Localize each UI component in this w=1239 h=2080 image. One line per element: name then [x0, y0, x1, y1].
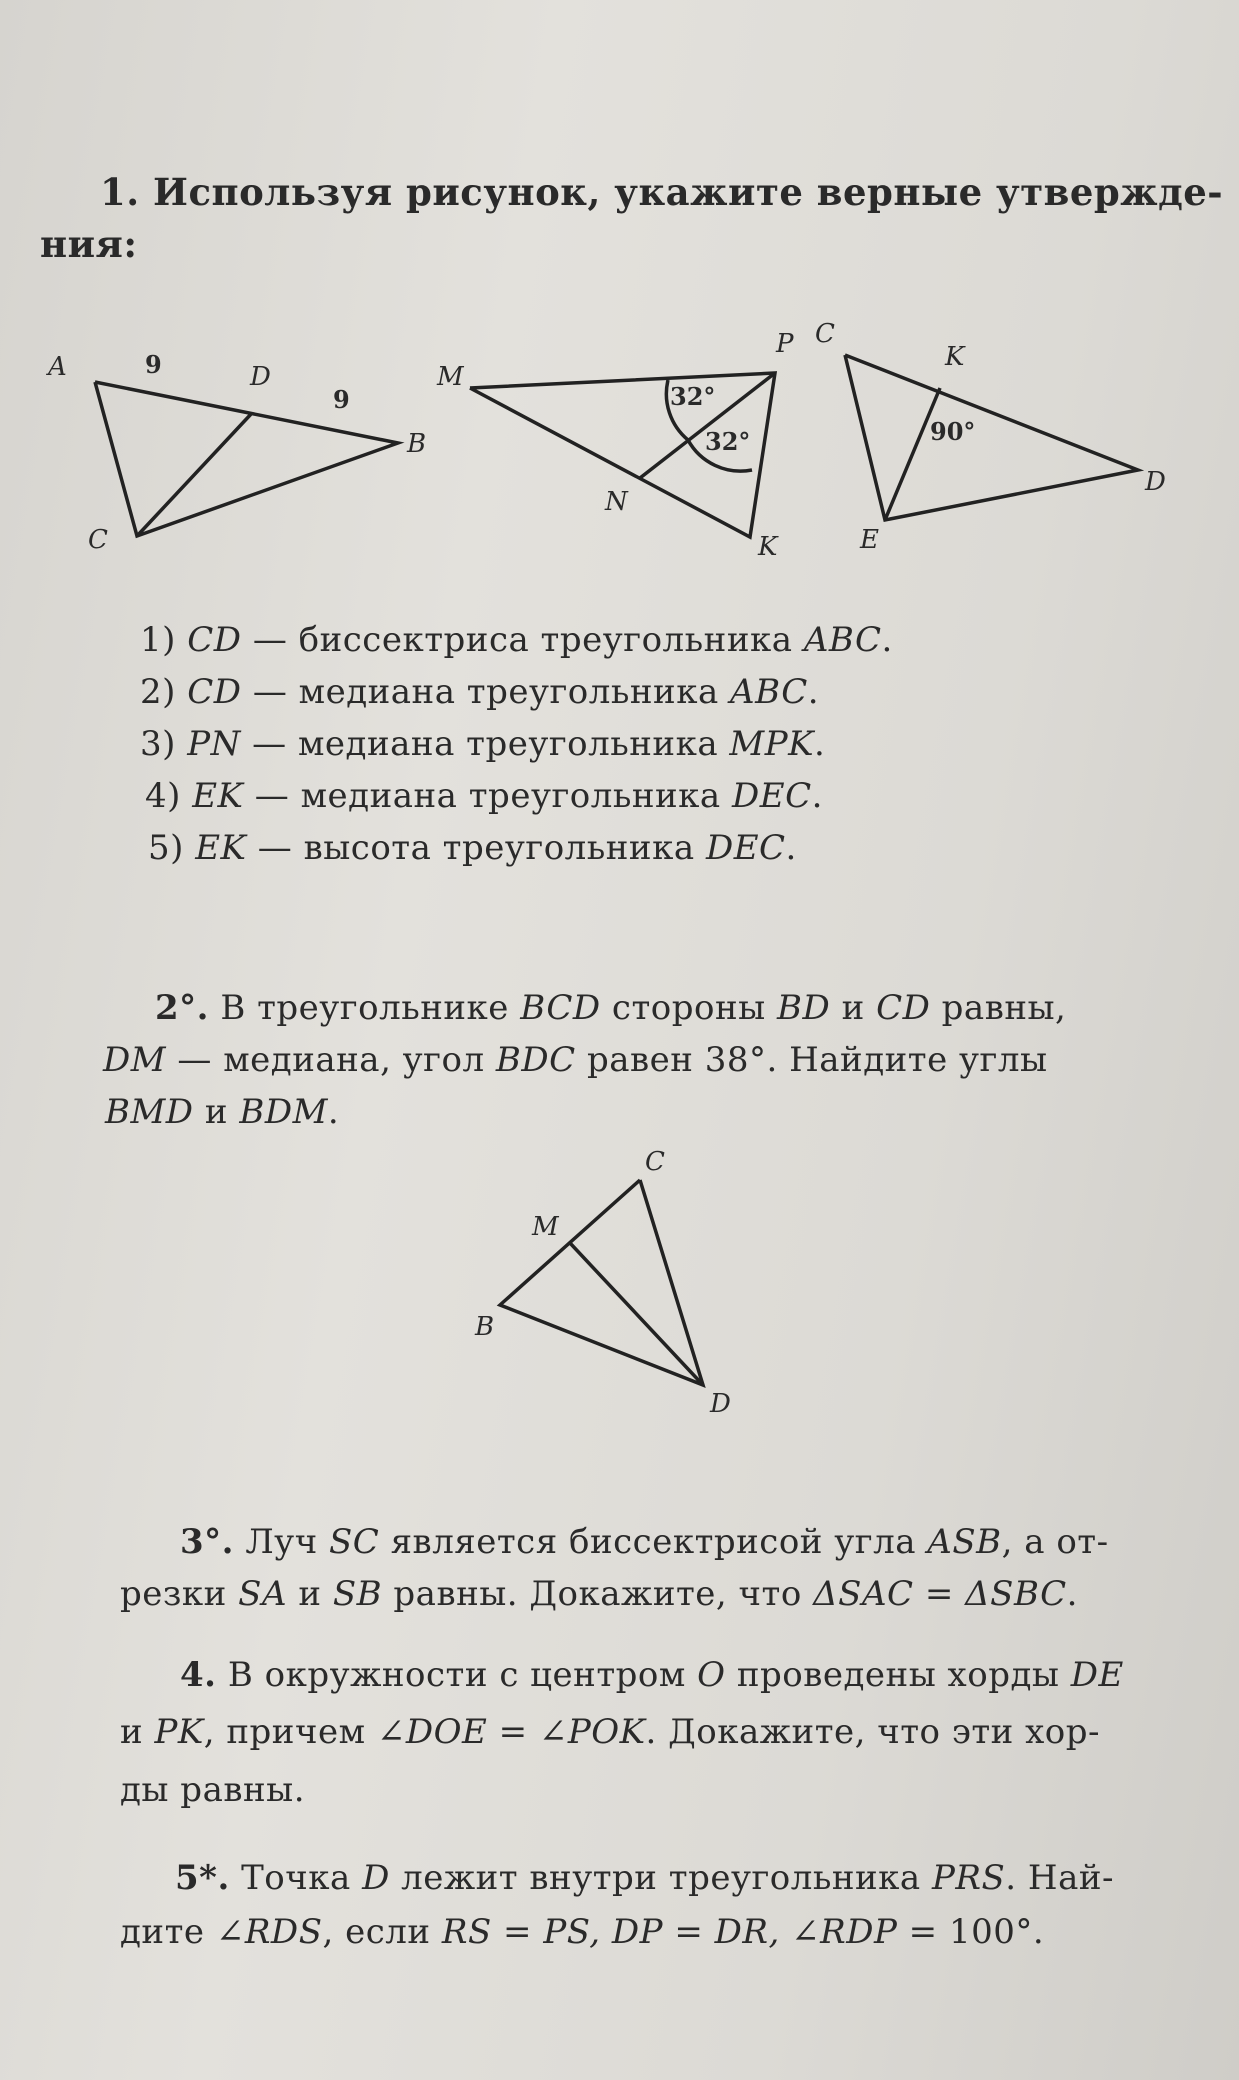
task2-text: . — [327, 1092, 340, 1132]
option-period: . — [811, 776, 823, 816]
task2-number: 2°. — [155, 988, 209, 1028]
task2-text: — медиана, угол — [177, 1040, 485, 1080]
label-c-fig4: C — [645, 1147, 665, 1177]
task5-line1 — [175, 1858, 1114, 1898]
task3-text: резки — [120, 1574, 227, 1614]
task3-text: , а от- — [1001, 1522, 1109, 1562]
task3-number: 3°. — [180, 1522, 234, 1562]
label-m-fig4: M — [532, 1212, 559, 1242]
label-k-fig3: K — [945, 342, 965, 372]
task2-triangle: BCD — [520, 988, 601, 1028]
task5-text: дите — [120, 1912, 205, 1952]
task2-text: равны, — [941, 988, 1067, 1028]
task4-text: , причем — [203, 1712, 366, 1752]
task5-text: . Най- — [1005, 1858, 1114, 1898]
task5-text: , если — [322, 1912, 431, 1952]
label-a: A — [48, 352, 67, 382]
task2-segment: DM — [103, 1040, 167, 1080]
task2-angle: BDC — [495, 1040, 576, 1080]
task5-text: лежит внутри треугольника — [401, 1858, 921, 1898]
task1-text-line1: Используя рисунок, укажите верные утвержде- — [153, 170, 1224, 214]
task3-text: Луч — [245, 1522, 318, 1562]
task2-segment: CD — [876, 988, 931, 1028]
label-b: B — [407, 429, 427, 459]
task3-ray: SC — [328, 1522, 380, 1562]
task5-number: 5*. — [175, 1858, 230, 1898]
label-d: D — [250, 362, 271, 392]
task3-text: является биссектрисой угла — [390, 1522, 916, 1562]
task1-number: 1. — [100, 170, 140, 214]
option-text: — медиана треугольника — [252, 672, 719, 712]
label-c: C — [88, 525, 108, 555]
option-triangle: DEC — [705, 828, 786, 868]
task3-line2 — [120, 1574, 1078, 1614]
label-db-length: 9 — [333, 385, 350, 414]
label-n: N — [605, 487, 628, 517]
label-ad-length: 9 — [145, 350, 162, 379]
task3-segment: SB — [332, 1574, 383, 1614]
task5-point: D — [362, 1858, 390, 1898]
angle-label-2: 32° — [705, 427, 751, 456]
label-k-fig2: K — [758, 532, 778, 562]
task2-text: В треугольнике — [220, 988, 509, 1028]
task4-number: 4. — [180, 1655, 217, 1695]
option-segment: CD — [187, 620, 242, 660]
task2-text: и — [841, 988, 865, 1028]
task5-text: = 100°. — [908, 1912, 1045, 1952]
task2-angle: BDM — [239, 1092, 328, 1132]
option-period: . — [785, 828, 797, 868]
option-number: 1) — [140, 620, 176, 660]
option-period: . — [807, 672, 820, 712]
task3-equation: ΔSAC = ΔSBC — [813, 1574, 1067, 1614]
option-text: — медиана треугольника — [252, 724, 719, 764]
task3-segment: SA — [238, 1574, 288, 1614]
option-text: — биссектриса треугольника — [252, 620, 793, 660]
task5-conditions: RS = PS, DP = DR, ∠RDP — [441, 1912, 898, 1952]
task5-triangle: PRS — [932, 1858, 1006, 1898]
task2-text: равен 38°. Найдите углы — [586, 1040, 1048, 1080]
task4-text: . Докажите, что эти хор- — [645, 1712, 1101, 1752]
task4-line1 — [180, 1655, 1124, 1695]
option-segment: CD — [187, 672, 242, 712]
segment-dm — [570, 1243, 703, 1385]
option-number: 2) — [140, 672, 176, 712]
option-text: — высота треугольника — [257, 828, 695, 868]
task2-text: и — [204, 1092, 229, 1132]
task3-text: равны. Докажите, что — [393, 1574, 802, 1614]
option-number: 4) — [145, 776, 181, 816]
option-text: — медиана треугольника — [254, 776, 721, 816]
task3-line1 — [180, 1522, 1109, 1562]
task5-angle: ∠RDS — [215, 1912, 323, 1952]
option-segment: PN — [187, 724, 241, 764]
option-triangle: DEC — [732, 776, 812, 816]
task4-text: В окружности с центром — [227, 1655, 686, 1695]
label-d-fig4: D — [710, 1389, 731, 1419]
task3-text: . — [1066, 1574, 1078, 1614]
label-p: P — [776, 329, 794, 359]
option-triangle: ABC — [730, 672, 808, 712]
option-segment: EK — [195, 828, 247, 868]
task2-segment: BD — [777, 988, 831, 1028]
label-d-fig3: D — [1145, 467, 1166, 497]
task3-text: и — [298, 1574, 322, 1614]
task4-text: и — [120, 1712, 144, 1752]
option-segment: EK — [192, 776, 244, 816]
label-b-fig4: B — [475, 1312, 495, 1342]
label-m: M — [437, 362, 464, 392]
angle-label-1: 32° — [670, 382, 716, 411]
label-e: E — [860, 525, 879, 555]
task5-text: Точка — [241, 1858, 351, 1898]
option-triangle: MPK — [729, 724, 814, 764]
task1-text-line2: ния: — [40, 222, 138, 266]
task2-angle: BMD — [105, 1092, 194, 1132]
task2-text: стороны — [611, 988, 766, 1028]
task4-line2 — [120, 1712, 1100, 1752]
task4-chord: DE — [1070, 1655, 1124, 1695]
option-period: . — [881, 620, 893, 660]
task5-line2 — [120, 1912, 1044, 1952]
option-period: . — [814, 724, 826, 764]
label-c-fig3: C — [815, 319, 835, 349]
task4-equation: ∠DOE = ∠POK — [376, 1712, 646, 1752]
task4-chord: PK — [154, 1712, 204, 1752]
option-triangle: ABC — [803, 620, 882, 660]
option-number: 5) — [148, 828, 184, 868]
option-number: 3) — [140, 724, 176, 764]
task3-angle: ASB — [927, 1522, 1002, 1562]
right-angle-label: 90° — [930, 417, 976, 446]
task4-text: проведены хорды — [736, 1655, 1060, 1695]
task4-center: O — [697, 1655, 726, 1695]
task4-line3: ды равны. — [120, 1770, 306, 1810]
